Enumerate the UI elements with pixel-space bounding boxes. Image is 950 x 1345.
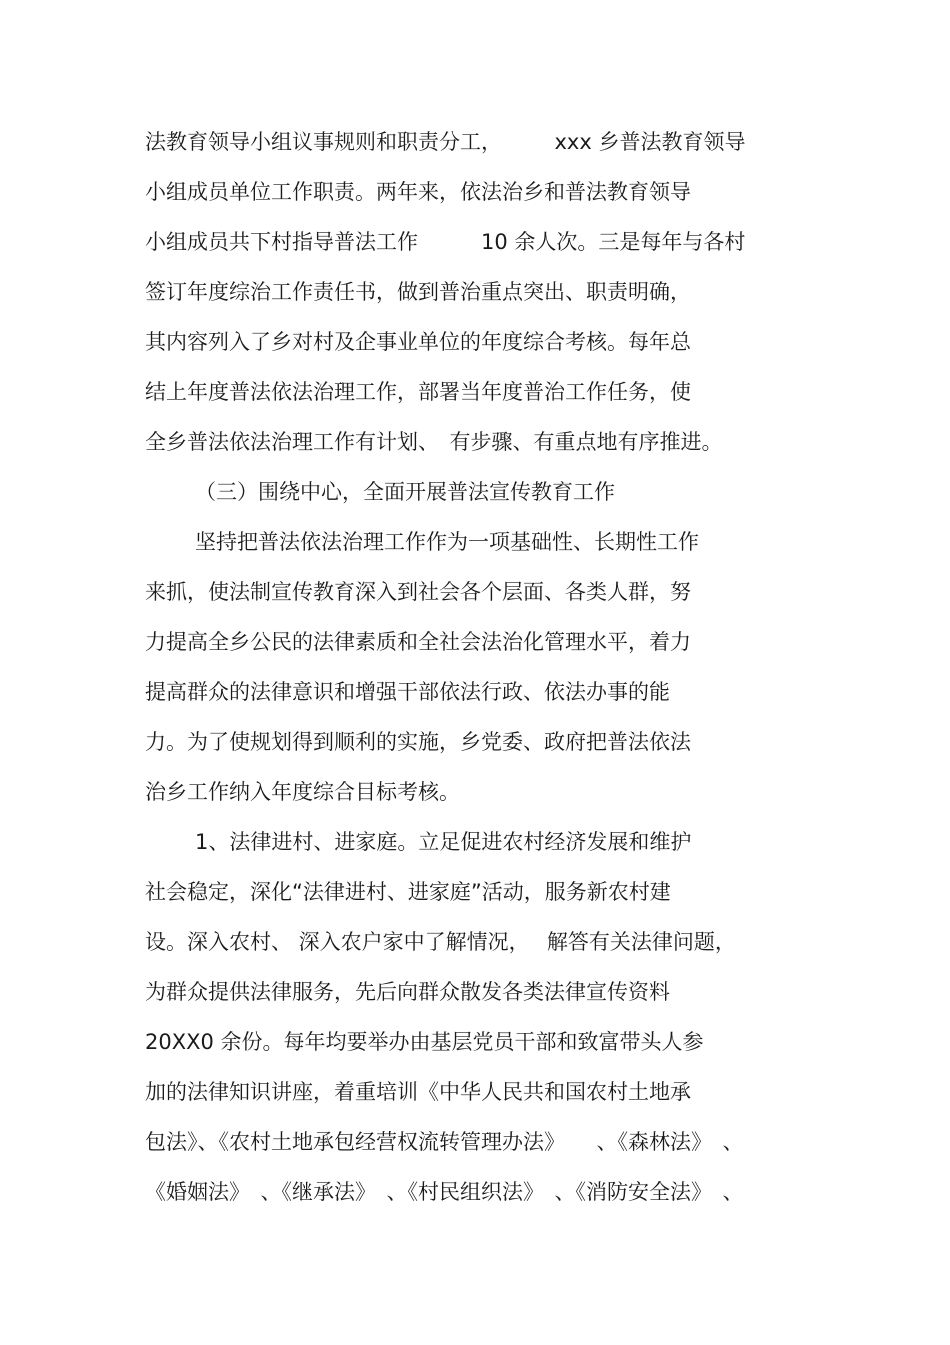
text-line: 小组成员单位工作职责。两年来，依法治乡和普法教育领导 bbox=[145, 180, 691, 204]
text-line: 来抓，使法制宣传教育深入到社会各个层面、各类人群，努 bbox=[145, 580, 691, 604]
text-line: 加的法律知识讲座，着重培训《中华人民共和国农村土地承 bbox=[145, 1080, 691, 1104]
text-line: 力提高全乡公民的法律素质和全社会法治化管理水平，着力 bbox=[145, 630, 691, 654]
text-line: 包法》、《农村土地承包经营权流转管理办法》 、《森林法》 、 bbox=[145, 1130, 744, 1154]
text-line: 治乡工作纳入年度综合目标考核。 bbox=[145, 780, 460, 804]
text-line: 其内容列入了乡对村及企事业单位的年度综合考核。每年总 bbox=[145, 330, 691, 354]
text-line: 《婚姻法》 、《继承法》 、《村民组织法》 、《消防安全法》 、 bbox=[145, 1180, 744, 1204]
text-line: 20XX0 余份。每年均要举办由基层党员干部和致富带头人参 bbox=[145, 1030, 704, 1054]
text-line: 小组成员共下村指导普法工作 10 余人次。三是每年与各村 bbox=[145, 230, 746, 254]
text-line: 力。为了使规划得到顺利的实施，乡党委、政府把普法依法 bbox=[145, 730, 691, 754]
text-line: 提高群众的法律意识和增强干部依法行政、依法办事的能 bbox=[145, 680, 670, 704]
text-line: 坚持把普法依法治理工作作为一项基础性、长期性工作 bbox=[195, 530, 699, 554]
text-line: 社会稳定，深化“法律进村、进家庭”活动，服务新农村建 bbox=[145, 880, 671, 904]
text-line: 全乡普法依法治理工作有计划、 有步骤、有重点地有序推进。 bbox=[145, 430, 723, 454]
text-line: 结上年度普法依法治理工作，部署当年度普治工作任务，使 bbox=[145, 380, 691, 404]
text-line: 法教育领导小组议事规则和职责分工， xxx 乡普法教育领导 bbox=[145, 130, 746, 154]
text-line: 签订年度综治工作责任书，做到普治重点突出、职责明确， bbox=[145, 280, 691, 304]
text-line: 1、法律进村、进家庭。立足促进农村经济发展和维护 bbox=[195, 830, 692, 854]
text-line: 设。深入农村、 深入农户家中了解情况， 解答有关法律问题， bbox=[145, 930, 736, 954]
text-line: 为群众提供法律服务，先后向群众散发各类法律宣传资料 bbox=[145, 980, 670, 1004]
section-heading: （三）围绕中心，全面开展普法宣传教育工作 bbox=[195, 480, 615, 504]
